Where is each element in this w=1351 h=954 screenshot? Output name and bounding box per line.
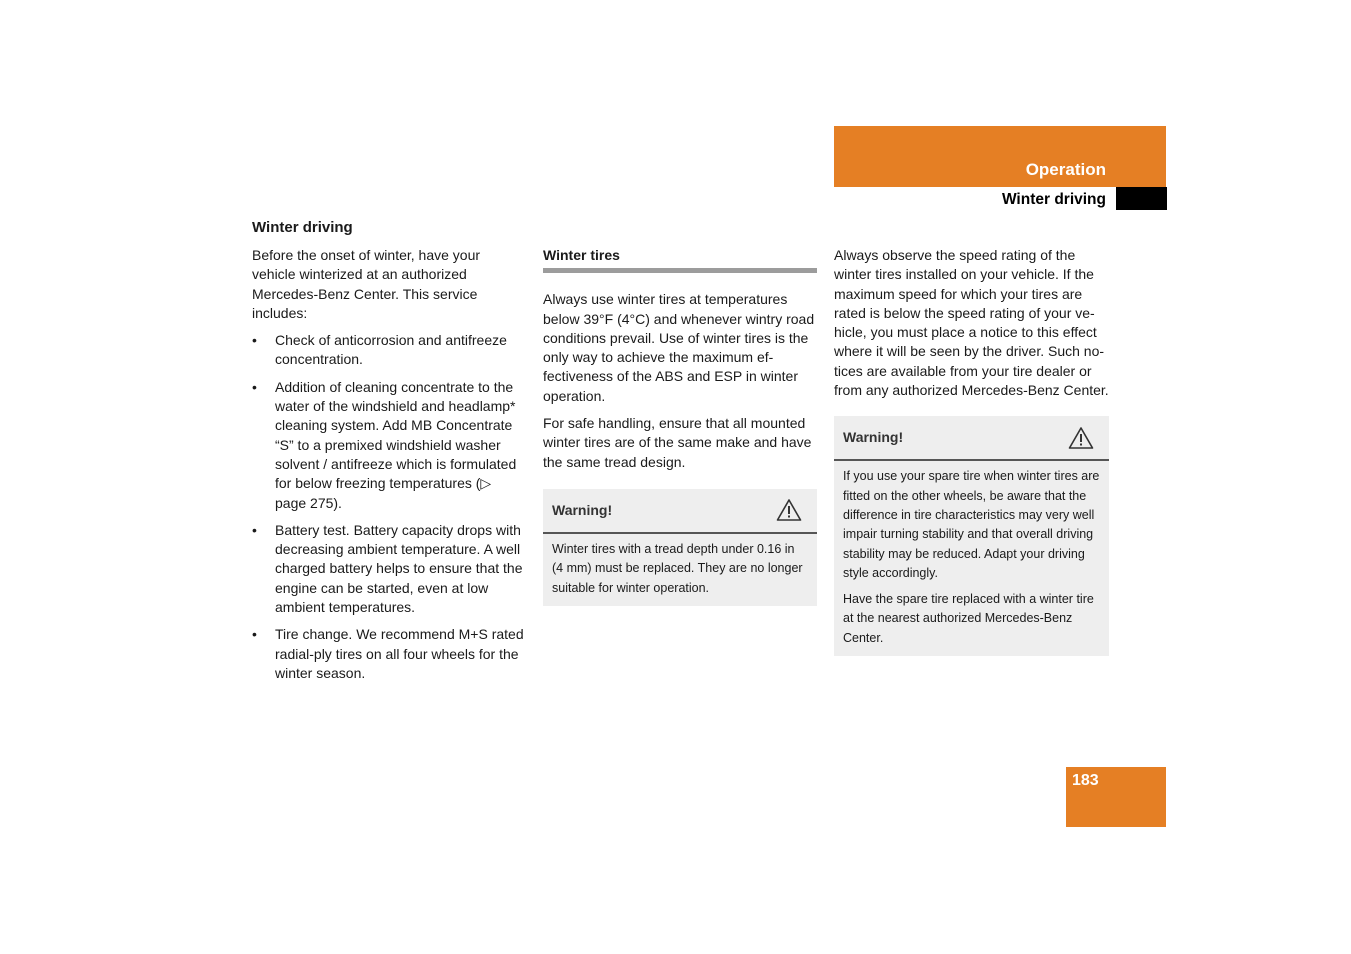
warning-triangle-icon <box>776 498 802 522</box>
bullet-icon: • <box>252 626 257 643</box>
warning-box <box>834 416 1109 656</box>
page-heading: Winter driving <box>252 219 353 236</box>
list-item: • Battery test. Battery capacity drops with decreasing ambient temperature. A well charged battery helps to ensure that the engine can be started, even at low ambient temperatures. <box>252 521 523 616</box>
warning-text: Have the spare tire replaced with a winter tire at the nearest authorized Mercedes-Benz Center. <box>843 592 1094 645</box>
warning-body <box>834 461 1109 656</box>
warning-header <box>834 416 1109 461</box>
service-list <box>252 331 524 683</box>
column-winterizing <box>252 246 524 691</box>
warning-body <box>543 534 817 606</box>
column-speed-rating <box>834 246 1109 656</box>
warning-box <box>543 489 817 606</box>
warning-text: Winter tires with a tread depth under 0.16 in (4 mm) must be replaced. They are no longer suitable for winter operation. <box>552 541 803 595</box>
winter-tires-heading: Winter tires <box>543 246 817 273</box>
column-winter-tires <box>543 246 817 606</box>
warning-text: If you use your spare tire when winter tires are fitted on the other wheels, be aware that the difference in tire characteristics may very well impair turning stability and that overall driving stability may be reduced. Adapt your driving style accordingly. <box>843 469 1100 580</box>
intro-paragraph: Before the onset of winter, have your vehicle winterized at an authorized Mercedes-Benz Center. This service includes: <box>252 247 481 321</box>
speed-rating-paragraph: Always observe the speed rating of the winter tires installed on your vehicle. If the maximum speed for which your tires are rated is below the speed rating of your vehicle, you must place a notice to this effect where it will be seen by the driver. Such notices are available from your tire dealer or from any authorized Mercedes-Benz Center. <box>834 247 1109 399</box>
list-item: • Tire change. We recommend M+S rated radial-ply tires on all four wheels for the winter season. <box>252 626 524 681</box>
bullet-icon: • <box>252 378 257 395</box>
warning-header <box>543 489 817 534</box>
warning-title: Warning! <box>843 429 904 446</box>
bullet-icon: • <box>252 521 257 538</box>
page-number: 183 <box>1072 772 1099 789</box>
warning-title: Warning! <box>552 501 613 518</box>
warning-triangle-icon <box>1068 426 1094 450</box>
winter-tires-paragraph: Always use winter tires at temperatures below 39°F (4°C) and whenever wintry road conditions prevail. Use of winter tires is the only way to achieve the maximum effectiveness of the ABS and ESP in winter operation. <box>543 291 815 404</box>
header-band <box>834 126 1166 187</box>
bullet-icon: • <box>252 332 257 349</box>
subsection-title: Winter driving <box>1001 191 1106 208</box>
section-title: Operation <box>1025 160 1106 179</box>
section-tab-marker <box>1116 187 1167 210</box>
winter-tires-paragraph: For safe handling, ensure that all mounted winter tires are of the same make and have the same tread design. <box>543 415 812 470</box>
list-item: • Addition of cleaning concentrate to the water of the windshield and headlamp* cleaning system. Add MB Concentrate “S” to a premixed windshield washer solvent / antifreeze which is formulated for below freezing temperatures (▷ page 275). <box>252 378 517 511</box>
list-item: • Check of anticorrosion and antifreeze concentration. <box>252 332 507 368</box>
